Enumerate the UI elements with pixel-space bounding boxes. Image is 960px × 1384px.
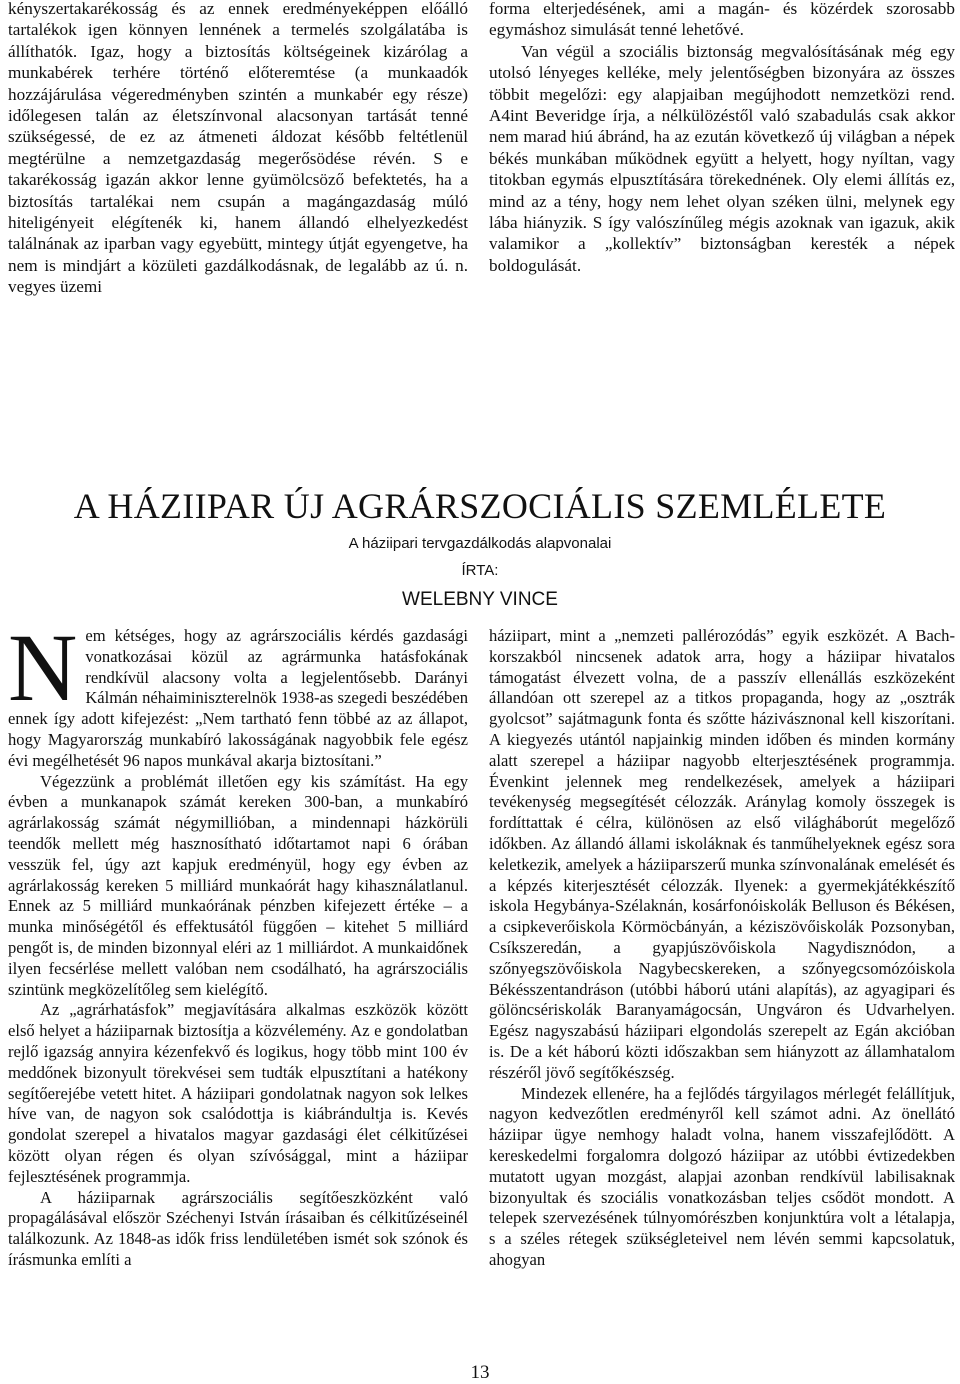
article-left-column: [8, 614, 468, 1271]
article-right-column: [489, 626, 955, 1271]
article-title: A HÁZIIPAR ÚJ AGRÁRSZOCIÁLIS SZEMLÉLETE: [73, 486, 887, 526]
paragraph: forma elterjedésének, ami a magán- és közérdek szorosabb egymáshoz simulását tenné lehetővé.: [489, 0, 955, 40]
paragraph: Mindezek ellenére, ha a fejlődés tárgyilagos mérlegét felállítjuk, nagyon kedvezőtlen eredményről kell számot adni. Az önellátó háziipar ügye nemhogy haladt volna, hanem visszafejlődött. A kereskedelmi forgalomra dolgozó háziipar az utóbbi évtizedekben mutatott ugyan mozgást, alapjai azonban rendkívül labilisaknak bizonyultak és szociális vonatkozásban teljes csődöt mondott. A telepek szervezésének túlnyomórészben konjunktúra volt a létalapja, s a széles rétegek szükségleteivel nem lévén semmi kapcsolatuk, ahogyan: [489, 1083, 955, 1269]
author-name: WELEBNY VINCE: [402, 589, 558, 610]
top-right-column: [489, 0, 955, 276]
paragraph: Van végül a szociális biztonság megvalósításának még egy utolsó lényeges kelléke, mely jelentőségben bizonyára az összes többit megelőzi: egy alapjaiban megújhodott nemzetközi rend. A4int Beveridge írja, a nélkülözéstől való szabadulás csak akkor nem marad hiú ábránd, ha az ezután következő új világban a népek békés munkában működnek együtt a helyett, hogy nyíltan, vagy titokban egymás elpusztítására törekednének. Oly elemi állítás ez, mind az a tény, hogy nem lehet olyan széken ülni, melynek egy lába hiányzik. S így valószínűleg mégis azoknak van igazuk, akik valamikor a „kollektív” biztonságban keresték a népek boldogulását.: [489, 41, 955, 275]
paragraph: Végezzünk a problémát illetően egy kis számítást. Ha egy évben a munkanapok számát kereken 300-ban, a munkabíró agrárlakosság számát négymillióban, a mindennapi házkörüli teendők mellett még hasznosítható időtartamot napi 6 órában vesszük fel, úgy azt kapjuk eredményül, hogy egy évben az agrárlakosság kereken 5 milliárd munkaórát hagy kihasználatlanul. Ennek az 5 milliárd munkaórának pénzben kifejezett értéke – a munka minőségétől és effektusától függően – kitehet 5 milliárd pengőt is, de minden bizonnyal eléri az 1 milliárdot. A munkaidőnek ilyen fecsérlése mellett valóban nem csodálható, ha agrárszociális szintünk megközelítőleg sem kielégítő.: [8, 771, 468, 999]
top-left-column: [8, 0, 468, 298]
paragraph: kényszertakarékosság és az ennek eredményeképpen előálló tartalékok igen könnyen lennének a termelés szolgálatába is állíthatók. Igaz, hogy a biztosítás költségeinek kizárólag a munkabérek terhére történő előteremtése (a munkaadók hozzájárulása végeredményben szintén a munkabér egy része) időlegesen talán az életszínvonal alacsonyan tartását tenné szükségessé, de ez az átmeneti áldozat később feltétlenül megtérülne a nemzetgazdaság megerősödése révén. S e takarékosság igazán akkor lenne gyümölcsöző befektetés, ha a biztosítás tartalékai nem csupán a magángazdaság múló hiteligényeit elégítenék ki, hanem állandó elhelyezkedést találnának az iparban vagy egyebütt, mintegy útját egyengetve, ha nem is mindjárt a közületi gazdálkodásnak, de legalább az ú. n. vegyes üzemi: [8, 0, 468, 297]
paragraph: Az „agrárhatásfok” megjavítására alkalmas eszközök között első helyet a háziiparnak biztosítja a közvélemény. Az e gondolatban rejlő igazság annyira kézenfekvő és logikus, hogy több mint 100 év meddőnek bizonyult törekvései sem tudták elpusztítani a hatékony segítőerejébe vetett hitet. A háziipari gondolatnak nagyon sok lelkes híve van, de nagyon sok csalódottja is kiábrándultja is. Kevés gondolat szerepel a hivatalos magyar gazdasági élet célkitűzései között olyan régen és olyan szívósággal, mint a háziipar fejlesztésének programmja.: [8, 1000, 468, 1186]
drop-cap: N: [8, 614, 78, 721]
page-number: 13: [470, 1362, 490, 1383]
article-subtitle: A háziipari tervgazdálkodás alapvonalai: [348, 535, 612, 552]
author-label: ÍRTA:: [461, 562, 499, 579]
paragraph-text: em kétséges, hogy az agrárszociális kérdés gazdasági vonatkozásai közül az agrármunka hatásfokának rendkívül alacsony volta a legjelentősebb. Darányi Kálmán néhaiminiszterelnök 1938-as szegedi beszédében ennek így adott kifejezést: „Nem tartható fenn többé az az állapot, hogy Magyarország munkabíró lakosságának nagyobbik fele egész évi megélhetését 96 napos munkával akarja biztosítani.”: [8, 626, 468, 770]
paragraph: [8, 614, 468, 772]
paragraph: A háziiparnak agrárszociális segítőeszközként való propagálásával először Széchenyi István írásaiban és célkitűzéseinél találkozunk. Az 1848-as idők friss lendületében ismét sok szónok és írásmunka említi a: [8, 1187, 468, 1269]
paragraph: háziipart, mint a „nemzeti pallérozódás” egyik eszközét. A Bach-korszakból nincsenek adatok arra, hogy a háziipar hivatalos támogatást élvezett volna, de a passzív ellenállás eszközeként állandóan ott szerepel az a titkos propaganda, hogy az „osztrák gyolcsot” sajátmagunk fonta és szőtte házivásznonal kell kiszorítani. A kiegyezés utántól napjainkig minden időben és minden kormány alatt szerepel a háziipar nagyobb elterjesztésének programmja. Évenkint jelennek meg rendelkezések, amelyek a háziipari tevékenység megsegítését célozzák. Aránylag komoly összegek is fordíttattak é célra, különösen az első világháborút megelőző időkben. Az állandó állami iskoláknak és tanműhelyeknek egész sora keletkezik, amelyek a háziiparszerű munka színvonalának emelését és a képzés kiterjesztését célozzák. Ilyenek: a gyermekjátékkészítő iskola Hegybánya-Szélaknán, kosárfonóiskolák Belluson és Békésen, a csipkeverőiskola Körmöcbányán, a kéziszövőiskolák Pozsonyban, Csíkszeredán, a gyapjúszövőiskola Nagydisznódon, a szőnyegszövőiskola Nagybecskereken, a szőnyegcsomózóiskola Békésszentandráson (utóbbi háború utáni alapítás), az agyagipari és gölöncsériskolák Baranyamágocsán, Ungváron és Udvarhelyen. Egész nagyszabású háziipari elgondolás szerepelt az Egán akcióban is. De a két háború közti időszakban sem hiányzott az államhatalom részéről jövő segítőkészség.: [489, 626, 955, 1082]
